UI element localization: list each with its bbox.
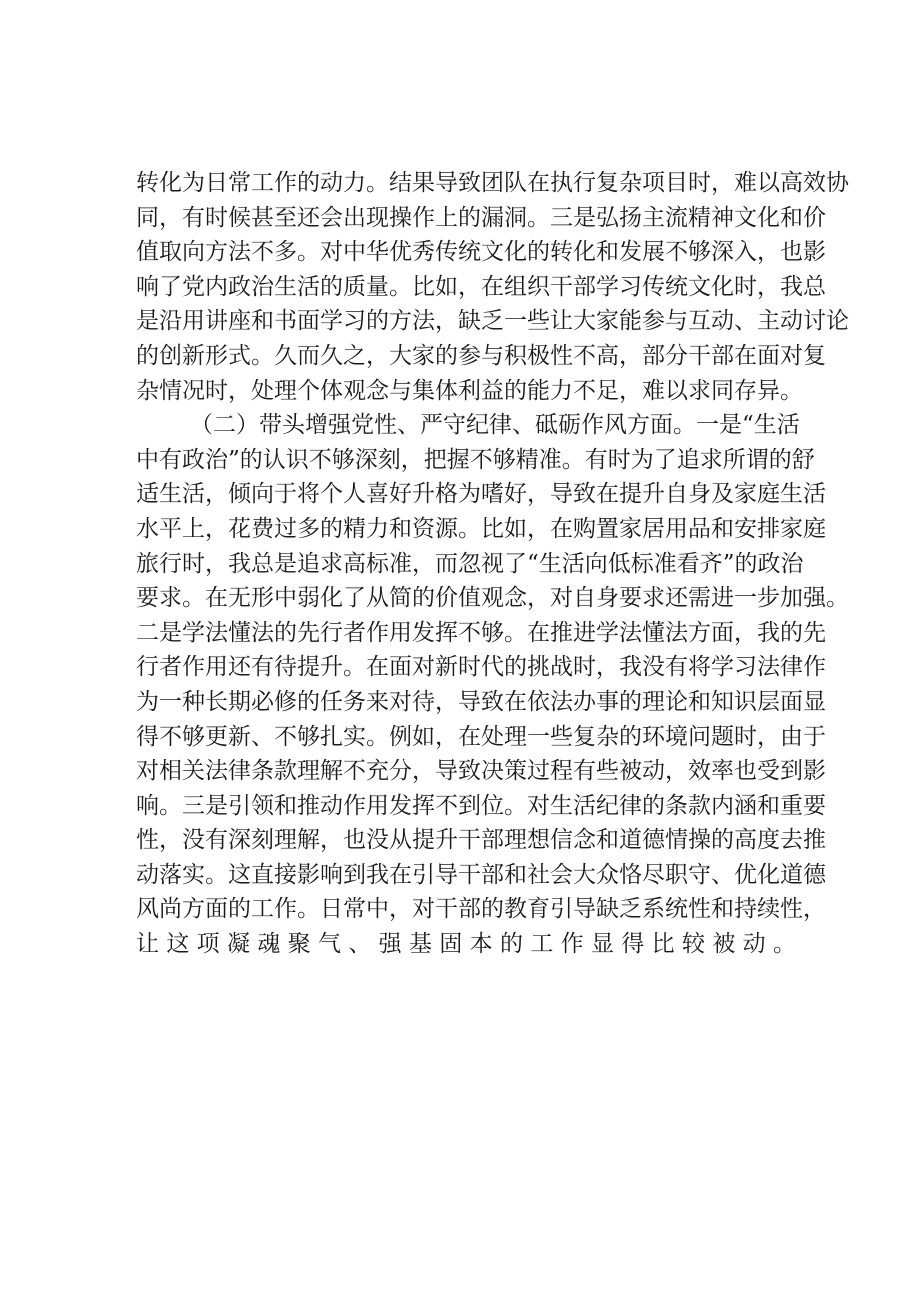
text-line: 对相关法律条款理解不充分，导致决策过程有些被动，效率也受到影 [136, 758, 826, 785]
section-heading-line: （二）带头增强党性、严守纪律、砥砺作风方面。一是“生活 [190, 412, 800, 439]
text-line: 的创新形式。久而久之，大家的参与积极性不高，部分干部在面对复 [136, 342, 826, 369]
text-line: 适生活，倾向于将个人喜好升格为嗜好，导致在提升自身及家庭生活 [136, 481, 826, 508]
text-line: 同，有时候甚至还会出现操作上的漏洞。三是弘扬主流精神文化和价 [136, 204, 826, 231]
text-line: 转化为日常工作的动力。结果导致团队在执行复杂项目时，难以高效协 [136, 170, 849, 196]
text-line: 风尚方面的工作。日常中，对干部的教育引导缺乏系统性和持续性， [136, 896, 826, 923]
paragraph-2 [136, 408, 849, 996]
text-line: 行者作用还有待提升。在面对新时代的挑战时，我没有将学习法律作 [136, 654, 826, 681]
text-line: 得不够更新、不够扎实。例如，在处理一些复杂的环境问题时，由于 [136, 723, 826, 750]
text-line: 响。三是引领和推动作用发挥不到位。对生活纪律的条款内涵和重要 [136, 792, 826, 819]
text-line: 二是学法懂法的先行者作用发挥不够。在推进学法懂法方面，我的先 [136, 619, 826, 646]
text-line: 要求。在无形中弱化了从简的价值观念，对自身要求还需进一步加强。 [136, 585, 849, 612]
text-line: 性，没有深刻理解，也没从提升干部理想信念和道德情操的高度去推 [136, 827, 826, 854]
paragraph-1 [136, 166, 849, 408]
text-line: 让这项凝魂聚气、强基固本的工作显得比较被动。 [136, 931, 796, 958]
text-line: 旅行时，我总是追求高标准，而忽视了“生活向低标准看齐”的政治 [136, 550, 804, 577]
text-line: 为一种长期必修的任务来对待，导致在依法办事的理论和知识层面显 [136, 688, 826, 715]
text-line: 是沿用讲座和书面学习的方法，缺乏一些让大家能参与互动、主动讨论 [136, 308, 849, 335]
text-line: 动落实。这直接影响到我在引导干部和社会大众恪尽职守、优化道德 [136, 861, 826, 888]
text-line [136, 962, 796, 997]
text-line: 中有政治”的认识不够深刻，把握不够精准。有时为了追求所谓的舒 [136, 446, 815, 473]
text-line: 杂情况时，处理个体观念与集体利益的能力不足，难以求同存异。 [136, 377, 803, 404]
text-line: 响了党内政治生活的质量。比如，在组织干部学习传统文化时，我总 [136, 273, 826, 300]
document-body [136, 166, 849, 996]
text-line: 水平上，花费过多的精力和资源。比如，在购置家居用品和安排家庭 [136, 515, 826, 542]
text-line: 值取向方法不多。对中华优秀传统文化的转化和发展不够深入，也影 [136, 239, 826, 266]
